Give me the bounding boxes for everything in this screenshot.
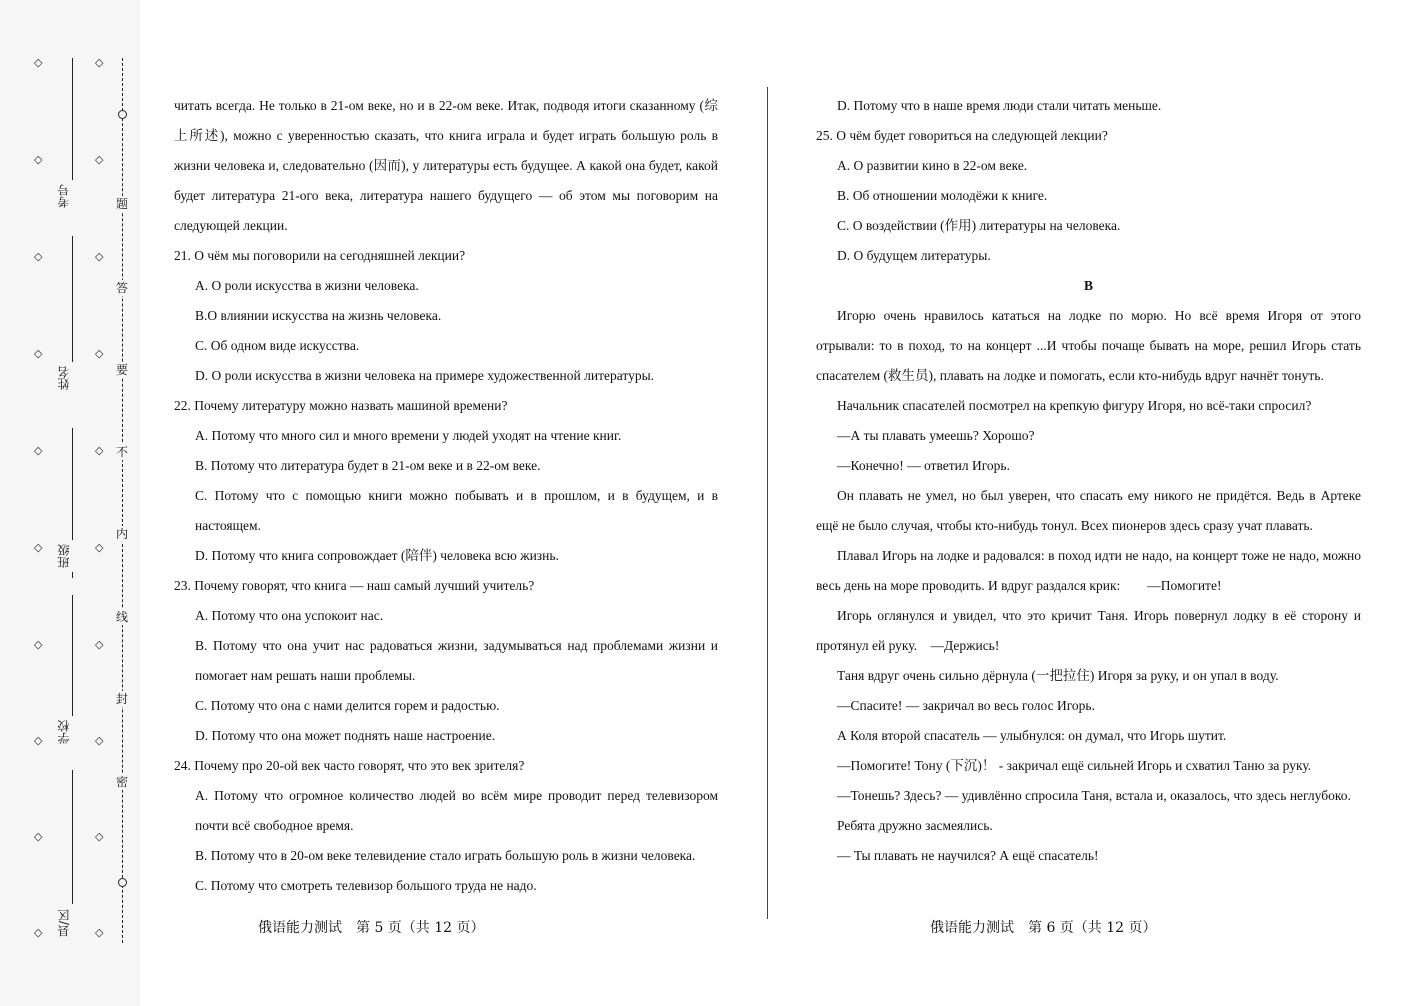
story-paragraph: Игорь оглянулся и увидел, что это кричит Таня. Игорь повернул лодку в её сторону и протянул ей руку. —Держись! [816,608,1361,653]
page-6-column [816,91,1361,871]
story-paragraph: —Тонешь? Здесь? — удивлённо спросила Таня, встала и, оказалось, что здесь неглубоко. [837,788,1351,803]
question-21: 21. О чём мы поговорили на сегодняшней лекции? [174,248,466,263]
story-paragraph: Он плавать не умел, но был уверен, что спасать ему никого не придётся. Ведь в Артеке ещё не было случая, чтобы кто-нибудь тонул. Всех пионеров здесь сразу учат плавать. [816,488,1361,533]
story-paragraph: Начальник спасателей посмотрел на крепкую фигуру Игоря, но всё-таки спросил? [837,398,1312,413]
diamond-marker: ◇ [34,639,43,651]
option: D. О будущем литературы. [837,248,991,263]
question-23: 23. Почему говорят, что книга — наш самый лучший учитель? [174,578,535,593]
option: B. Потому что она учит нас радоваться жизни, задумываться над проблемами жизни и помогает нам решать наши проблемы. [195,638,718,683]
diamond-marker: ◇ [34,348,43,360]
seal-char: 封 [115,692,128,706]
option: D. Потому что в наше время люди стали читать меньше. [837,98,1162,113]
page-5-column [174,91,718,901]
seal-char: 密 [115,775,128,789]
question-22: 22. Почему литературу можно назвать машиной времени? [174,398,508,413]
diamond-marker: ◇ [34,735,43,747]
seal-char: 题 [115,197,128,211]
diamond-marker: ◇ [95,445,104,457]
diamond-marker: ◇ [34,154,43,166]
option: C. О воздействии (作用) литературы на человека. [837,218,1121,233]
option: D. Потому что книга сопровождает (陪伴) человека всю жизнь. [195,548,559,563]
diamond-marker: ◇ [95,348,104,360]
seal-char: 不 [115,445,128,459]
story-paragraph: Таня вдруг очень сильно дёрнула (一把拉住) Игоря за руку, и он упал в воду. [837,668,1279,683]
binding-strip [0,0,140,1006]
option: A. Потому что она успокоит нас. [195,608,384,623]
page-footer-right: 俄语能力测试 第 6 页（共 12 页） [930,920,1157,936]
diamond-marker: ◇ [34,831,43,843]
seal-char: 答 [115,281,128,295]
diamond-marker: ◇ [95,831,104,843]
diamond-marker: ◇ [95,154,104,166]
passage-paragraph: читать всегда. Не только в 21-ом веке, но и в 22-ом веке. Итак, подводя итоги сказанному (综上所述), можно с уверенностью сказать, что книга играла и будет играть большую роль в жизни человека и, следовательно (因而), у литературы есть будущее. А какой она будет, какой будет литература 21-ого века, литература нашего будущего — об этом мы поговорим на следующей лекции. [174,98,718,233]
section-heading: B [1083,278,1093,293]
option: A. Потому что огромное количество людей во всём мире проводит перед телевизором почти всё свободное время. [195,788,718,833]
exam-number-label: 考号 [57,180,77,212]
story-paragraph: Игорю очень нравилось кататься на лодке по морю. Но всё время Игоря от этого отрывали: то в поход, то на концерт ...И чтобы почаще бывать на море, решил Игорь стать спасателем (救生员), плавать на лодке и помогать, если кто-нибудь вдруг начнёт тонуть. [816,308,1361,383]
seal-dashed-line [122,58,123,943]
story-paragraph: —Помогите! Тону (下沉)！ - закричал ещё сильней Игорь и схватил Таню за руку. [837,758,1312,773]
diamond-marker: ◇ [95,57,104,69]
story-paragraph: А Коля второй спасатель — улыбнулся: он думал, что Игорь шутит. [837,728,1227,743]
diamond-marker: ◇ [95,542,104,554]
page-footer-left: 俄语能力测试 第 5 页（共 12 页） [258,920,485,936]
class-label: 班级 [57,540,77,572]
seal-circle-marker [118,878,127,887]
option: D. Потому что она может поднять наше настроение. [195,728,496,743]
name-label: 姓名 [57,362,77,394]
option: B. Потому что литература будет в 21-ом веке и в 22-ом веке. [195,458,541,473]
story-paragraph: Плавал Игорь на лодке и радовался: в поход идти не надо, на концерт тоже не надо, можно весь день на море проводить. И вдруг раздался крик: —Помогите! [816,548,1361,593]
diamond-marker: ◇ [95,927,104,939]
story-paragraph: Ребята дружно засмеялись. [837,818,993,833]
story-paragraph: — Ты плавать не научился? А ещё спасатель! [837,848,1099,863]
option: B. Об отношении молодёжи к книге. [837,188,1048,203]
diamond-marker: ◇ [95,251,104,263]
question-25: 25. О чём будет говориться на следующей лекции? [816,128,1108,143]
option: D. О роли искусства в жизни человека на примере художественной литературы. [195,368,655,383]
option: C. Об одном виде искусства. [195,338,360,353]
option: C. Потому что смотреть телевизор большого труда не надо. [195,878,537,893]
seal-char: 内 [115,527,128,541]
diamond-marker: ◇ [34,927,43,939]
seal-char: 线 [115,610,128,624]
question-24: 24. Почему про 20-ой век часто говорят, что это век зрителя? [174,758,525,773]
option: A. О роли искусства в жизни человека. [195,278,419,293]
story-paragraph: —Спасите! — закричал во весь голос Игорь. [837,698,1095,713]
diamond-marker: ◇ [34,251,43,263]
seal-char: 要 [115,363,128,377]
school-label: 学校 [57,716,77,748]
story-paragraph: —А ты плавать умеешь? Хорошо? [837,428,1035,443]
option: C. Потому что с помощью книги можно побывать и в прошлом, и в будущем, и в настоящем. [195,488,718,533]
seal-circle-marker [118,110,127,119]
diamond-marker: ◇ [34,542,43,554]
option: B.О влиянии искусства на жизнь человека. [195,308,442,323]
story-paragraph: —Конечно! — ответил Игорь. [837,458,1010,473]
option: A. О развитии кино в 22-ом веке. [837,158,1028,173]
diamond-marker: ◇ [95,735,104,747]
district-label: 县/区 [57,904,77,942]
page-divider [767,87,768,919]
diamond-marker: ◇ [95,639,104,651]
diamond-marker: ◇ [34,57,43,69]
diamond-marker: ◇ [34,445,43,457]
option: A. Потому что много сил и много времени у людей уходят на чтение книг. [195,428,622,443]
option: C. Потому что она с нами делится горем и радостью. [195,698,500,713]
option: B. Потому что в 20-ом веке телевидение стало играть большую роль в жизни человека. [195,848,696,863]
